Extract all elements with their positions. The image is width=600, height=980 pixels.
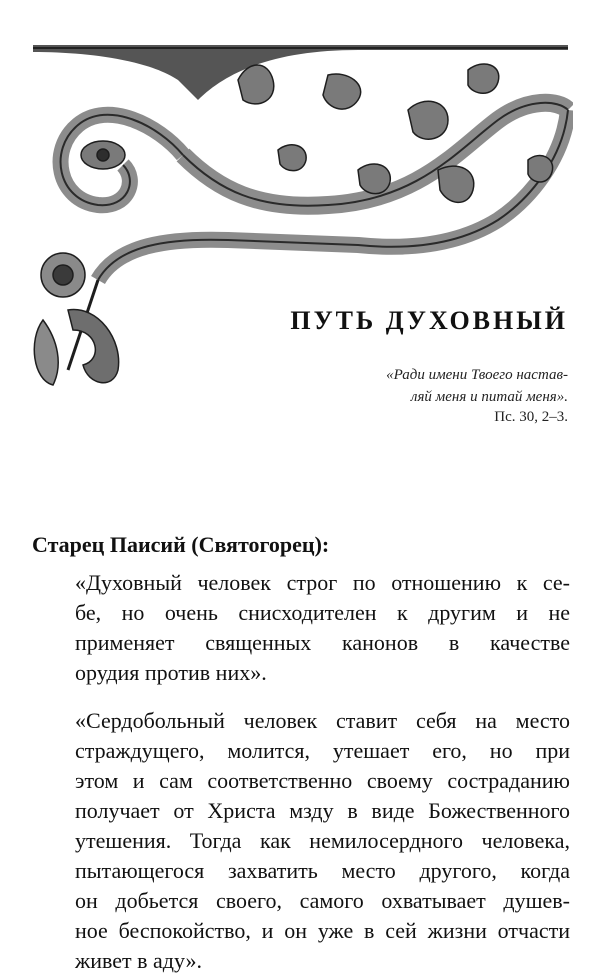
epigraph-line: ляй меня и питай меня». [410, 389, 568, 405]
quote-line: пытающегося захватить место другого, когда [75, 858, 570, 883]
quote-line: этом и сам соответственно своему состраданию [75, 768, 570, 793]
epigraph-line: «Ради имени Твоего настав- [386, 367, 568, 383]
quote-line: орудия против них». [75, 660, 267, 685]
quote-line: «Сердобольный человек ставит себя на место [75, 708, 570, 733]
quote-line: бе, но очень снисходителен к другим и не [75, 600, 570, 625]
section-title: ПУТЬ ДУХОВНЫЙ [290, 306, 568, 335]
quote-paragraph-2 [75, 706, 570, 976]
quote-line: он добьется своего, самого охватывает душев- [75, 888, 570, 913]
epigraph-source: Пс. 30, 2–3. [494, 409, 568, 425]
quote-line: живет в аду». [75, 948, 203, 973]
quote-line: получает от Христа мзду в виде Божественного [75, 798, 570, 823]
epigraph [308, 364, 568, 408]
quote-line: ное беспокойство, и он уже в сей жизни отчасти [75, 918, 570, 943]
author-heading: Старец Паисий (Святогорец): [32, 532, 330, 557]
quote-paragraph-1 [75, 568, 570, 688]
quote-line: утешения. Тогда как немилосердного человека, [75, 828, 570, 853]
ornament-scroll-band [61, 103, 568, 280]
quote-line: страждущего, молится, утешает его, но при [75, 738, 570, 763]
quote-line: «Духовный человек строг по отношению к се- [75, 570, 570, 595]
ornamental-headpiece [28, 40, 573, 400]
quote-line: применяет священных канонов в качестве [75, 630, 570, 655]
